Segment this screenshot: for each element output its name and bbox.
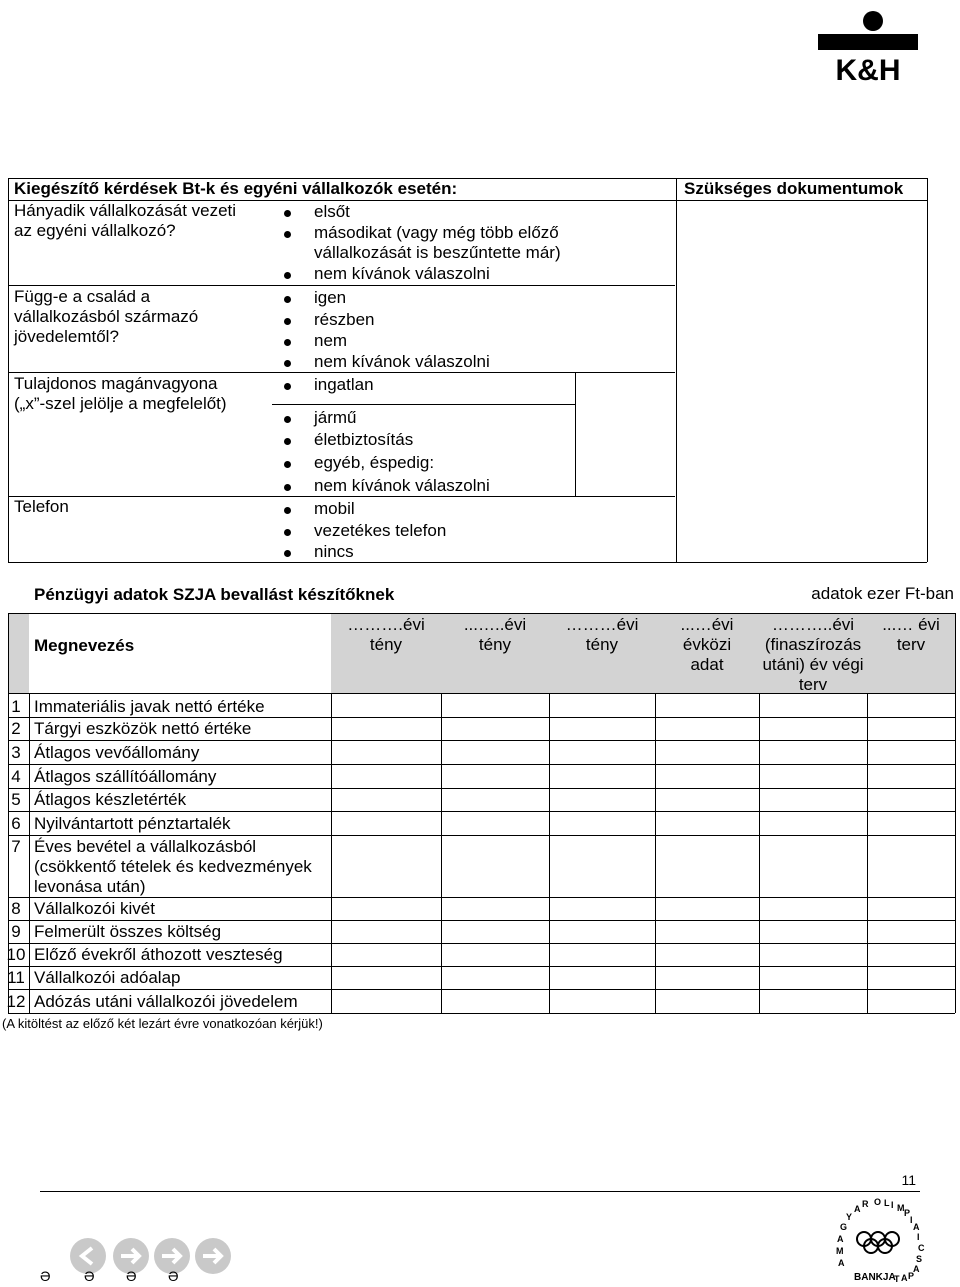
bullet-icon [284, 360, 291, 367]
bullet-icon [284, 461, 291, 468]
svg-text:Y: Y [846, 1212, 853, 1222]
option-label: nincs [314, 542, 354, 561]
bullet-icon [284, 550, 291, 557]
option-label: nem kívánok válaszolni [314, 476, 490, 495]
bullet-icon [284, 529, 291, 536]
bullet-icon [284, 438, 291, 445]
row-label: Előző évekről áthozott veszteség [34, 945, 283, 964]
question-label: vállalkozásból származó [14, 307, 199, 326]
svg-text:I: I [891, 1200, 894, 1210]
option-label: részben [314, 310, 375, 329]
unit-note: adatok ezer Ft-ban [811, 584, 954, 603]
row-label: Átlagos szállítóállomány [34, 767, 217, 786]
olympic-seal [828, 1196, 928, 1282]
svg-text:G: G [840, 1222, 848, 1232]
row-label: Felmerült összes költség [34, 922, 222, 941]
page-number: 11 [901, 1172, 916, 1188]
column-header: ……….évi tény [347, 615, 425, 654]
svg-text:BANKJA: BANKJA [854, 1272, 896, 1282]
column-header-name: Megnevezés [34, 636, 135, 655]
row-label: Éves bevétel a vállalkozásból [34, 837, 257, 856]
bullet-icon [284, 272, 291, 279]
option-label: ingatlan [314, 375, 374, 394]
section-title: Pénzügyi adatok SZJA bevallást készítőknek [34, 585, 395, 604]
row-label: levonása után) [34, 877, 146, 896]
row-label: Adózás utáni vállalkozói jövedelem [34, 992, 298, 1011]
column-header: ...… évi terv [882, 615, 940, 654]
row-number: 7 [11, 837, 21, 856]
row-number: 10 [6, 945, 26, 964]
svg-text:I: I [917, 1232, 920, 1242]
row-number: 6 [11, 814, 21, 833]
svg-text:R: R [862, 1199, 869, 1209]
column-header: ………évi tény [565, 615, 639, 654]
bullet-icon [284, 318, 291, 325]
option-label: elsőt [314, 202, 350, 221]
svg-text:S: S [916, 1254, 923, 1264]
option-label: egyéb, éspedig: [314, 453, 435, 472]
row-number: 4 [11, 767, 21, 786]
kh-logo [818, 6, 918, 82]
question-label: jövedelemtől? [14, 327, 119, 346]
option-label: mobil [314, 499, 355, 518]
row-label: Átlagos vevőállomány [34, 743, 200, 762]
bullet-icon [284, 383, 291, 390]
row-label: Immateriális javak nettó értéke [34, 697, 265, 716]
row-label: (csökkentő tételek és kedvezmények [34, 857, 312, 876]
row-label: Tárgyi eszközök nettó értéke [34, 719, 252, 738]
svg-text:T: T [894, 1274, 900, 1282]
option-label: másodikat (vagy még több előző [314, 223, 559, 242]
svg-text:A: A [837, 1234, 844, 1244]
kh-logo-text: K&H [835, 54, 901, 82]
row-label: Vállalkozói adóalap [34, 968, 181, 987]
footnote: (A kitöltést az előző két lezárt évre vonatkozóan kérjük!) [2, 1016, 323, 1031]
kh-logo-mark [818, 6, 918, 82]
option-label: életbiztosítás [314, 430, 414, 449]
svg-text:P: P [904, 1208, 911, 1218]
svg-text:M: M [836, 1246, 844, 1256]
option-label-cont: vállalkozását is beszűntette már) [314, 243, 561, 262]
svg-text:A: A [838, 1258, 845, 1268]
svg-text:M: M [897, 1203, 905, 1213]
row-number: 8 [11, 899, 21, 918]
bullet-icon [284, 416, 291, 423]
svg-text:A: A [913, 1264, 920, 1274]
question-label: Tulajdonos magánvagyona [14, 374, 218, 393]
row-label: Átlagos készletérték [34, 790, 187, 809]
svg-text:O: O [874, 1197, 882, 1207]
nav-symbol[interactable]: Ə [84, 1268, 95, 1284]
row-number: 2 [11, 719, 21, 738]
row-number: 11 [7, 968, 25, 987]
nav-symbol[interactable]: Ə [40, 1268, 51, 1284]
last-page-icon[interactable] [195, 1238, 231, 1274]
row-label: Vállalkozói kivét [34, 899, 155, 918]
column-header: ………..évi (finaszírozás utáni) év végi terv [762, 615, 864, 694]
question-label: („x”-szel jelölje a megfelelőt) [14, 394, 227, 413]
svg-text:C: C [918, 1243, 925, 1253]
option-label: vezetékes telefon [314, 521, 447, 540]
nav-symbol[interactable]: Ə [168, 1268, 179, 1284]
bullet-icon [284, 339, 291, 346]
bullet-icon [284, 231, 291, 238]
option-label: nem [314, 331, 348, 350]
bullet-icon [284, 507, 291, 514]
docs-header: Szükséges dokumentumok [684, 179, 904, 198]
column-header: ...…évi évközi adat [680, 615, 734, 674]
option-label: nem kívánok válaszolni [314, 352, 490, 371]
svg-text:L: L [884, 1198, 890, 1208]
row-number: 1 [11, 697, 21, 716]
nav-symbol[interactable]: Ə [126, 1268, 137, 1284]
option-label: jármű [314, 408, 357, 427]
row-number: 5 [11, 790, 21, 809]
column-header: ...…..évi tény [463, 615, 527, 654]
row-number: 12 [6, 992, 26, 1011]
bullet-icon [284, 210, 291, 217]
row-number: 3 [11, 743, 21, 762]
svg-text:A: A [854, 1204, 861, 1214]
olympic-seal-graphic [828, 1196, 928, 1282]
question-label: Hányadik vállalkozását vezeti [14, 201, 237, 220]
option-label: igen [314, 288, 347, 307]
question-label: Függ-e a család a [14, 287, 151, 306]
question-label: Telefon [14, 497, 69, 516]
row-label: Nyilvántartott pénztartalék [34, 814, 231, 833]
bullet-icon [284, 484, 291, 491]
question-label: az egyéni vállalkozó? [14, 221, 176, 240]
svg-text:A: A [901, 1273, 908, 1282]
svg-text:P: P [908, 1271, 915, 1281]
svg-text:A: A [913, 1222, 920, 1232]
row-number: 9 [11, 922, 21, 941]
option-label: nem kívánok válaszolni [314, 264, 490, 283]
section-title: Kiegészítő kérdések Bt-k és egyéni vállalkozók esetén: [14, 179, 458, 198]
bullet-icon [284, 296, 291, 303]
svg-text:I: I [910, 1215, 913, 1225]
